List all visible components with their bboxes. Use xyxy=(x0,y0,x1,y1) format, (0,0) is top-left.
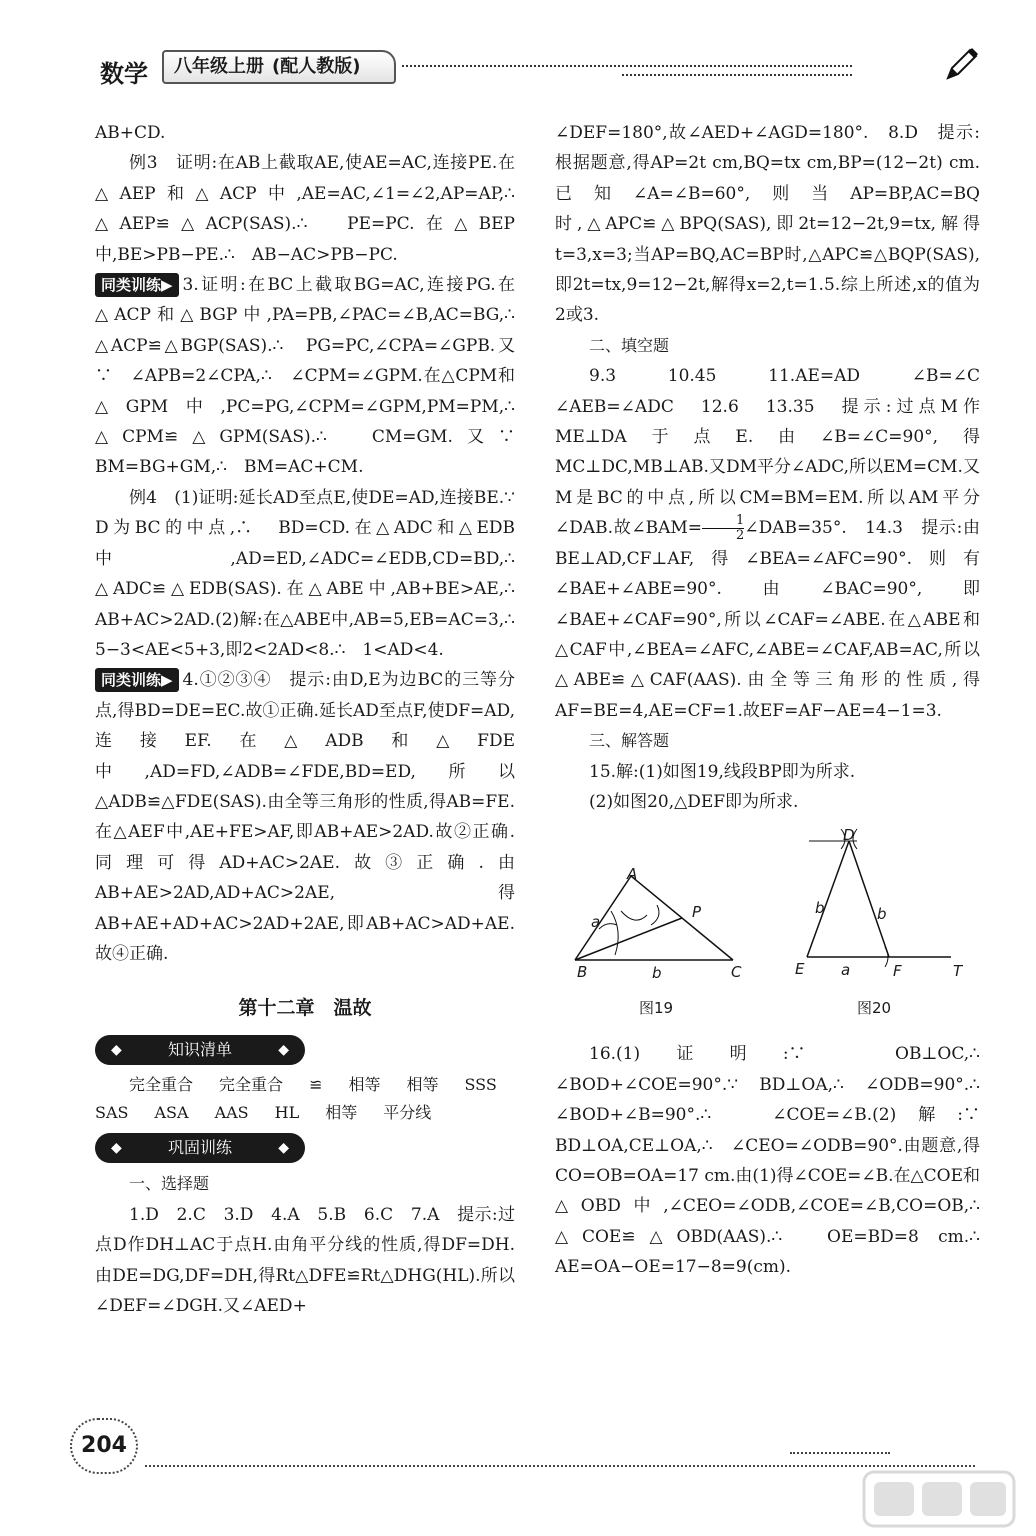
keyword: SSS xyxy=(464,1075,497,1095)
subheading-solve: 三、解答题 xyxy=(589,731,670,751)
right-column xyxy=(555,118,997,1283)
figure-20-caption: 图20 xyxy=(857,999,892,1018)
right-para-15-1: 15.解:(1)如图19,线段BP即为所求. xyxy=(589,761,856,782)
chapter-title: 第十二章 温故 xyxy=(238,997,372,1020)
left-para-0: AB+CD. xyxy=(95,123,166,143)
label-b-left: b xyxy=(815,899,825,918)
watermark-logo-icon xyxy=(860,1468,1020,1530)
header-grade: 八年级上册 xyxy=(174,56,264,77)
fill-text-b: ∠DAB=35°. 14.3 提示:由BE⊥AD,CF⊥AF,得∠BEA=∠AFC=90°.则有∠BAE+∠ABE=90°.由∠BAC=90°,即∠BAE+∠CAF=90°,所以∠CAF=∠ABE.在△ABE和△CAF中,∠BEA=∠AFC,∠ABE=∠CAF,AB=AC,所以△ABE≌△CAF(AAS).由全等三角形的性质,得AF=BE=4,AE=CF=1.故EF=AF−AE=4−1=3. xyxy=(555,518,981,721)
left-para-choice-answers: 1.D 2.C 3.D 4.A 5.B 6.C 7.A 提示:过点D作DH⊥AC于点H.由角平分线的性质,得DF=DH.由DE=DG,DF=DH,得Rt△DFE≌Rt△DHG(HL).所以∠DEF=∠DGH.又∠AED+ xyxy=(95,1204,515,1316)
header-subject: 数学 xyxy=(100,60,148,88)
right-para-continue: ∠DEF=180°,故∠AED+∠AGD=180°. 8.D 提示:根据题意,得AP=2t cm,BQ=tx cm,BP=(12−2t) cm.已知∠A=∠B=60°,则当AP=BP,AC=BQ时,△APC≌△BPQ(SAS),即2t=12−2t,9=tx,解得t=3,x=3;当AP=BQ,AC=BP时,△APC≌△BQP(SAS),即2t=tx,9=12−2t,解得x=2,t=1.5.综上所述,x的值为2或3. xyxy=(555,123,980,326)
header-grade-tab xyxy=(162,50,396,84)
subheading-choice: 一、选择题 xyxy=(129,1174,210,1194)
diamond-icon: ◆ xyxy=(111,1140,122,1157)
subheading-fill: 二、填空题 xyxy=(589,335,670,355)
section-bar-practice xyxy=(95,1133,305,1163)
left-para-practice-3 xyxy=(95,270,532,483)
fill-text-a: 9.3 10.45 11.AE=AD ∠B=∠C ∠AEB=∠ADC 12.6 13.35 提示:过点M作ME⊥DA于点E.由∠B=∠C=90°,得MC⊥DC,MB⊥AB.又DM平分∠ADC,所以EM=CM.又M是BC的中点,所以CM=BM=EM.所以AM平分∠DAB.故∠BAM= xyxy=(555,366,997,539)
header-edition: (配人教版) xyxy=(272,56,361,77)
keyword: 完全重合 xyxy=(129,1075,194,1095)
keyword: ASA xyxy=(154,1103,189,1123)
pen-icon xyxy=(942,44,982,84)
keyword-list xyxy=(95,1071,515,1099)
right-para-fill-answers xyxy=(555,361,997,726)
label-D: D xyxy=(843,826,855,845)
right-para-15-2: (2)如图20,△DEF即为所求. xyxy=(589,791,799,812)
practice-badge-2: 同类训练▶ xyxy=(95,668,179,692)
label-a-2: a xyxy=(841,961,851,980)
section-practice-label: 巩固训练 xyxy=(167,1138,232,1158)
label-B: B xyxy=(577,963,588,982)
keyword: SAS xyxy=(95,1103,129,1123)
section-knowledge-label: 知识清单 xyxy=(167,1040,232,1060)
diamond-icon: ◆ xyxy=(278,1140,289,1157)
keyword: ≌ xyxy=(309,1075,323,1095)
diamond-icon: ◆ xyxy=(278,1042,289,1059)
label-P: P xyxy=(692,903,702,922)
header-dotted-line-2 xyxy=(622,74,852,76)
label-F: F xyxy=(893,962,902,981)
figure-19-diagram xyxy=(555,819,980,1019)
practice-4-text: 4.①②③④ 提示:由D,E为边BC的三等分点,得BD=DE=EC.故①正确.延长AD至点F,使DF=AD,连接EF.在△ADB和△FDE中,AD=FD,∠ADB=∠FDE,BD=ED,所以△ADB≌△FDE(SAS).由全等三角形的性质,得AB=FE.在△AEF中,AE+FE>AF,即AB+AE>2AD.故②正确.同理可得AD+AC>2AE.故③正确.由AB+AE>2AD,AD+AC>2AE,得AB+AE+AD+AC>2AD+2AE,即AB+AC>AD+AE.故④正确. xyxy=(95,670,515,964)
practice-3-text: 3.证明:在BC上截取BG=AC,连接PG.在△ACP和△BGP中,PA=PB,∠PAC=∠B,AC=BG,∴ △ACP≌△BGP(SAS).∴ PG=PC,∠CPA=∠GPB.又∵ ∠APB=2∠CPA,∴ ∠CPM=∠GPM.在△CPM和△GPM中,PC=PG,∠CPM=∠GPM,PM=PM,∴ △CPM≌△GPM(SAS).∴ CM=GM.又∵ BM=BG+GM,∴ BM=AC+CM. xyxy=(95,275,532,478)
keyword: 完全重合 xyxy=(219,1075,284,1095)
left-para-practice-4 xyxy=(95,665,515,969)
fraction-one-half xyxy=(702,514,744,543)
header-dotted-line xyxy=(402,65,852,67)
section-bar-knowledge xyxy=(95,1035,305,1065)
page-number: 204 xyxy=(70,1418,138,1474)
keyword: HL xyxy=(274,1103,300,1123)
label-b: b xyxy=(652,964,662,983)
keyword: 相等 xyxy=(348,1075,381,1095)
footer-dotted-line xyxy=(145,1465,975,1467)
footer-dotted-line-2 xyxy=(790,1452,890,1454)
label-E: E xyxy=(795,960,805,979)
keyword: 平分线 xyxy=(383,1103,432,1123)
page-header xyxy=(92,44,992,94)
figures-row xyxy=(555,819,980,1039)
label-a: a xyxy=(591,913,601,932)
left-para-example-3: 例3 证明:在AB上截取AE,使AE=AC,连接PE.在△AEP和△ACP中,AE=AC,∠1=∠2,AP=AP,∴ △AEP≌△ACP(SAS).∴ PE=PC.在△BEP中,BE>PB−PE.∴ AB−AC>PB−PC. xyxy=(95,153,532,265)
keyword: AAS xyxy=(214,1103,249,1123)
keyword-list-2 xyxy=(95,1099,515,1127)
label-A: A xyxy=(627,865,638,884)
label-T: T xyxy=(953,962,963,981)
keyword: 相等 xyxy=(325,1103,358,1123)
figure-19-caption: 图19 xyxy=(639,999,674,1018)
left-para-example-4: 例4 (1)证明:延长AD至点E,使DE=AD,连接BE.∵ D为BC的中点,∴ BD=CD.在△ADC和△EDB中,AD=ED,∠ADC=∠EDB,CD=BD,∴ △ADC≌△EDB(SAS).在△ABE中,AB+BE>AE,∴ AB+AC>2AD.(2)解:在△ABE中,AB=5,EB=AC=3,∴ 5−3<AE<5+3,即2<2AD<8.∴ 1<AD<4. xyxy=(95,487,532,660)
right-para-16: 16.(1)证明:∵ OB⊥OC,∴ ∠BOD+∠COE=90°.∵ BD⊥OA,∴ ∠ODB=90°.∴ ∠BOD+∠B=90°.∴ ∠COE=∠B.(2)解:∵ BD⊥OA,CE⊥OA,∴ ∠CEO=∠ODB=90°.由题意,得CO=OB=OA=17 cm.由(1)得∠COE=∠B.在△COE和△OBD中,∠CEO=∠ODB,∠COE=∠B,CO=OB,∴ △COE≌△OBD(AAS).∴ OE=BD=8 cm.∴ AE=OA−OE=17−8=9(cm). xyxy=(555,1044,997,1278)
fraction-denominator: 2 xyxy=(702,528,744,543)
diamond-icon: ◆ xyxy=(111,1042,122,1059)
practice-badge: 同类训练▶ xyxy=(95,273,179,297)
label-b-right: b xyxy=(877,905,887,924)
fraction-numerator: 1 xyxy=(736,513,745,529)
left-column xyxy=(95,118,532,1321)
keyword: 相等 xyxy=(406,1075,439,1095)
label-C: C xyxy=(731,963,742,982)
